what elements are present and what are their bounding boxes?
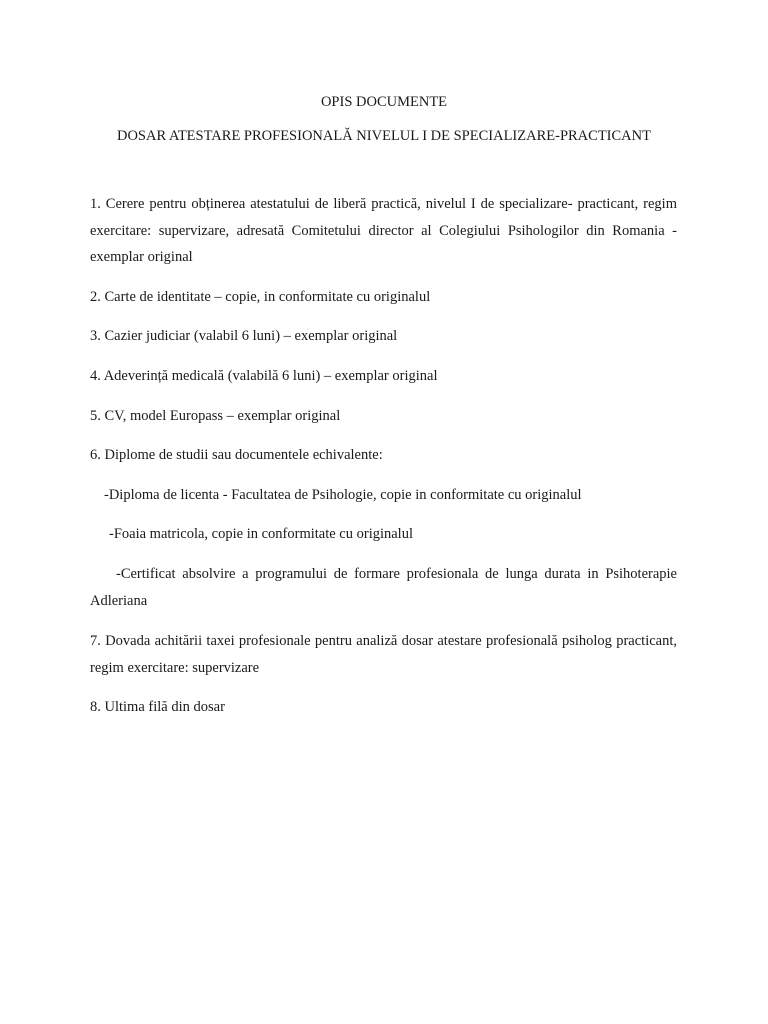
sub-item-diploma-licenta: -Diploma de licenta - Facultatea de Psihologie, copie in conformitate cu originalul [104, 487, 582, 503]
list-item-1: 1. Cerere pentru obținerea atestatului de liberă practică, nivelul I de specializare- practicant, regim exercitare: supervizare, adresată Comitetului director al Colegiului Psihologilor din Romania - exemplar original [90, 196, 677, 265]
document-subtitle: DOSAR ATESTARE PROFESIONALĂ NIVELUL I DE SPECIALIZARE-PRACTICANT [116, 128, 651, 144]
list-item-6: 6. Diplome de studii sau documentele echivalente: [90, 447, 383, 463]
list-item-2: 2. Carte de identitate – copie, in conformitate cu originalul [90, 289, 431, 305]
sub-item-foaia-matricola: -Foaia matricola, copie in conformitate cu originalul [109, 526, 413, 542]
document-title: OPIS DOCUMENTE [320, 94, 448, 110]
sub-item-certificat-absolvire: -Certificat absolvire a programului de formare profesionala de lunga durata in Psihoterapie Adleriana [90, 566, 677, 609]
list-item-3: 3. Cazier judiciar (valabil 6 luni) – exemplar original [90, 328, 398, 344]
list-item-7: 7. Dovada achitării taxei profesionale pentru analiză dosar atestare profesională psiholog practicant, regim exercitare: supervizare [90, 633, 677, 676]
list-item-8: 8. Ultima filă din dosar [90, 699, 225, 715]
list-item-4: 4. Adeverință medicală (valabilă 6 luni) – exemplar original [90, 368, 438, 384]
list-item-5: 5. CV, model Europass – exemplar original [90, 408, 341, 424]
